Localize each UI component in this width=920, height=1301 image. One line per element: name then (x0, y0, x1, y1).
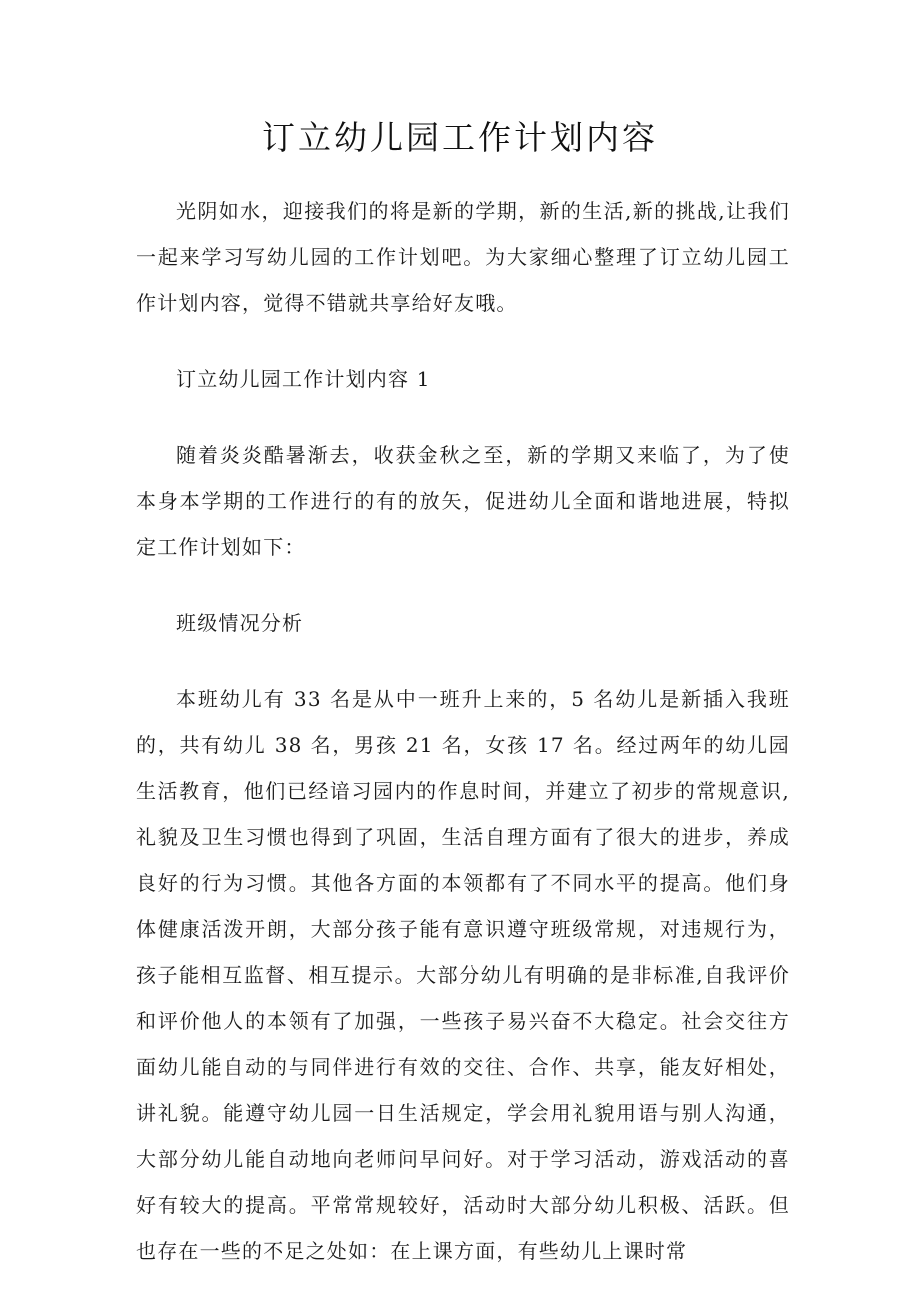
body-paragraph: 随着炎炎酷暑渐去，收获金秋之至，新的学期又来临了，为了使本身本学期的工作进行的有的放矢，促进幼儿全面和谐地进展，特拟定工作计划如下： (136, 443, 790, 559)
document-title: 订立幼儿园工作计划内容 (262, 118, 658, 157)
intro-paragraph: 光阴如水，迎接我们的将是新的学期，新的生活,新的挑战,让我们一起来学习写幼儿园的工作计划吧。为大家细心整理了订立幼儿园工作计划内容，觉得不错就共享给好友哦。 (136, 199, 790, 315)
section-heading: 订立幼儿园工作计划内容 1 (176, 367, 431, 391)
document-body (136, 188, 790, 1274)
body-paragraph: 本班幼儿有 33 名是从中一班升上来的，5 名幼儿是新插入我班的，共有幼儿 38 名，男孩 21 名，女孩 17 名。经过两年的幼儿园生活教育，他们已经谙习园内的作息时间，并建立了初步的常规意识,礼貌及卫生习惯也得到了巩固，生活自理方面有了很大的进步，养成良好的行为习惯。其他各方面的本领都有了不同水平的提高。他们身体健康活泼开朗，大部分孩子能有意识遵守班级常规，对违规行为，孩子能相互监督、相互提示。大部分幼儿有明确的是非标准,自我评价和评价他人的本领有了加强，一些孩子易兴奋不大稳定。社会交往方面幼儿能自动的与同伴进行有效的交往、合作、共享，能友好相处，讲礼貌。能遵守幼儿园一日生活规定，学会用礼貌用语与别人沟通，大部分幼儿能自动地向老师问早问好。对于学习活动，游戏活动的喜好有较大的提高。平常常规较好，活动时大部分幼儿积极、活跃。但也存在一些的不足之处如：在上课方面，有些幼儿上课时常 (136, 687, 790, 1263)
subsection-heading: 班级情况分析 (176, 611, 304, 635)
